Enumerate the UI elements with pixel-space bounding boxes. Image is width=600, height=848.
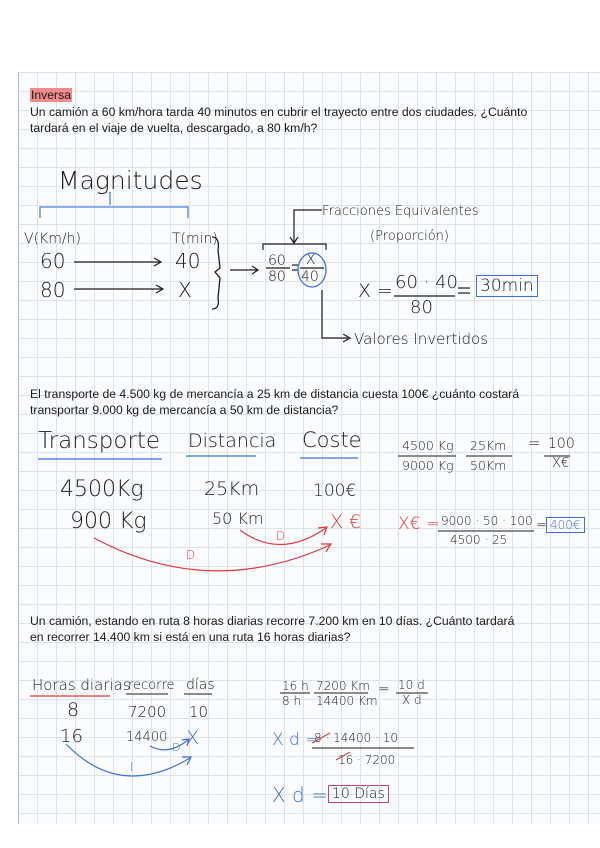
time-header: T(min) [172, 231, 218, 247]
p1-eq-right-num: X [306, 252, 316, 268]
p3-frac2-den: 14400 Km [316, 694, 378, 708]
p2-row2-weight: 900 Kg [70, 509, 147, 534]
p3-row1-days: 10 [189, 703, 209, 721]
p2-header-distance: Distancia [188, 430, 277, 452]
p2-row1-cost: 100€ [313, 481, 357, 501]
p2-eq-sign: = [528, 434, 541, 452]
p1-eq-right-den: 40 [301, 269, 319, 285]
p2-frac1-num: 4500 Kg [402, 438, 454, 453]
problem3-line2: en recorrer 14.400 km si está en una ruta 16 horas diarias? [30, 630, 351, 644]
p2-arc-label-2: D [186, 548, 196, 562]
p2-frac2-num: 25Km [470, 438, 507, 453]
p3-frac3-den: X d [402, 693, 422, 707]
p2-row1-distance: 25Km [204, 478, 260, 500]
problem1-line2: tardará en el viaje de vuelta, descargado, a 80 km/h? [30, 121, 318, 135]
p3-header-days: días [186, 677, 215, 693]
p2-frac3-num: 100 [548, 436, 575, 452]
p3-row2-days: X [186, 727, 200, 749]
p1-result: 30min [476, 276, 538, 296]
p2-row2-cost: X € [330, 511, 362, 533]
p3-eq-sign: = [378, 681, 390, 697]
p3-calc-den: 16 · 7200 [338, 753, 396, 767]
p2-eq-sign-2: = [536, 518, 547, 533]
p1-x-den: 80 [410, 297, 433, 318]
p1-eq-left-den: 80 [268, 269, 286, 285]
p3-arc-label-i: I [130, 760, 134, 774]
problem1-line1: Un camión a 60 km/hora tarda 40 minutos en cubrir el trayecto entre dos ciudades. ¿Cuánto [30, 105, 528, 119]
p2-header-transport: Transporte [38, 428, 161, 454]
p2-frac2-den: 50Km [470, 458, 507, 473]
p3-calc-num: 8 · 14400 · 10 [314, 731, 398, 745]
problem2-line1: El transporte de 4.500 kg de mercancía a 25 km de distancia cuesta 100€ ¿cuánto costará [30, 387, 520, 401]
p3-arc-label-d: D [172, 741, 181, 754]
p3-row2-hours: 16 [60, 726, 83, 747]
p3-row1-distance: 7200 [128, 703, 167, 721]
p1-row1-speed: 60 [40, 249, 66, 273]
p1-row2-time: X [178, 278, 192, 302]
p3-frac3-num: 10 d [398, 678, 425, 692]
p2-frac3-den: X€ [552, 456, 570, 471]
p2-result: 400€ [546, 518, 585, 532]
p3-header-distance: recorre [128, 678, 175, 693]
p1-x-lhs: X = [358, 280, 393, 302]
p2-calc-lhs: X€ = [398, 514, 441, 534]
p2-row1-weight: 4500Kg [60, 477, 144, 502]
p3-row2-distance: 14400 [126, 730, 168, 745]
p2-header-cost: Coste [302, 428, 362, 452]
p2-row2-distance: 50 Km [212, 509, 264, 528]
problem3-line1: Un camión, estando en ruta 8 horas diarias recorre 7.200 km en 10 días. ¿Cuánto tardará [30, 614, 515, 628]
p3-result: 10 Días [328, 786, 389, 802]
section-label: Inversa [31, 88, 71, 102]
margin-line [18, 72, 19, 824]
p3-row1-hours: 8 [67, 699, 80, 721]
magnitudes-label: Magnitudes [58, 166, 203, 195]
p2-calc-den: 4500 · 25 [450, 533, 508, 547]
p3-result-lhs: X d = [272, 783, 328, 807]
p1-row1-time: 40 [175, 249, 201, 273]
proportion-note: (Proporción) [370, 229, 449, 244]
p2-calc-num: 9000 · 50 · 100 [441, 514, 533, 528]
velocity-header: V(Km/h) [24, 231, 81, 247]
p2-frac1-den: 9000 Kg [402, 458, 454, 473]
p1-row2-speed: 80 [40, 278, 66, 302]
p3-frac1-den: 8 h [282, 694, 302, 708]
p3-frac1-num: 16 h [282, 679, 309, 693]
fractions-note: Fracciones Equivalentes [322, 204, 479, 219]
p1-eq-left-num: 60 [268, 253, 286, 269]
p3-calc-lhs: X d = [272, 730, 320, 750]
p3-header-hours: Horas diarias [32, 676, 131, 694]
p1-x-num: 60 · 40 [395, 272, 458, 293]
problem2-line2: transportar 9.000 kg de mercancía a 50 km de distancia? [30, 403, 339, 417]
p2-arc-label-1: D [276, 529, 286, 543]
p3-frac2-num: 7200 Km [316, 679, 370, 693]
inverted-note: Valores Invertidos [354, 330, 489, 348]
